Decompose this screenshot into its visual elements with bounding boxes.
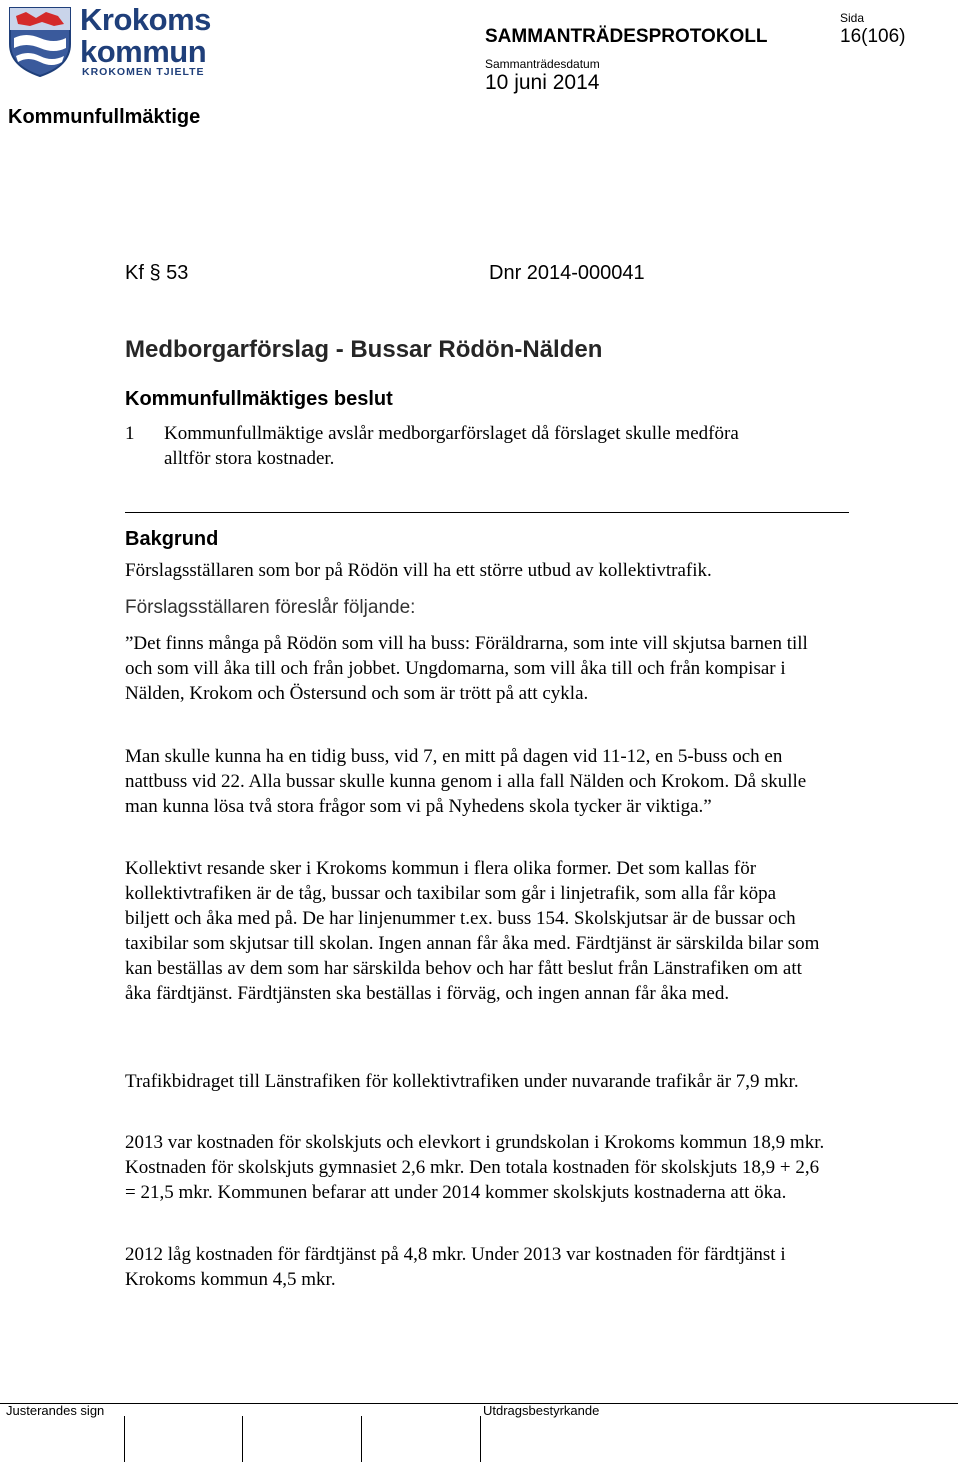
signature-label: Justerandes sign [6, 1403, 105, 1418]
case-reference: Kf § 53 [125, 262, 189, 284]
quote-paragraph: ”Det finns många på Rödön som vill ha buss: Föräldrarna, som inte vill skjutsa barnen till och som vill åka till och från jobbet. Ungdomarna, som vill åka till och från kompisar i Nälden, Krokom och Östersund och som är trött på att cykla. [125, 633, 808, 704]
page-number: 16(106) [840, 26, 906, 47]
background-paragraph: 2012 låg kostnaden för färdtjänst på 4,8 mkr. Under 2013 var kostnaden för färdtjänst i Krokoms kommun 4,5 mkr. [125, 1244, 786, 1290]
background-paragraph: Förslagsställaren föreslår följande: [125, 597, 416, 618]
background-heading: Bakgrund [125, 528, 219, 550]
background-paragraph: Förslagsställaren som bor på Rödön vill ha ett större utbud av kollektivtrafik. [125, 560, 712, 581]
organization-name: Kommunfullmäktige [8, 106, 201, 128]
footer-rule [0, 1403, 958, 1404]
page-title: Medborgarförslag - Bussar Rödön-Nälden [125, 336, 603, 363]
background-paragraph: 2013 var kostnaden för skolskjuts och elevkort i grundskolan i Krokoms kommun 18,9 mkr. Kostnaden för skolskjuts gymnasiet 2,6 mkr. Den totala kostnaden för skolskjuts 18,9 + 2,6 = 21,5 mkr. Kommunen befarar att under 2014 kommer skolskjuts kostnaderna att öka. [125, 1132, 825, 1203]
decision-text: Kommunfullmäktige avslår medborgarförslaget då förslaget skulle medföra alltför stora kostnader. [164, 423, 739, 469]
protocol-title: SAMMANTRÄDESPROTOKOLL [485, 26, 768, 47]
signature-box-divider [480, 1416, 481, 1462]
page-label: Sida [840, 11, 865, 25]
decision-heading: Kommunfullmäktiges beslut [125, 388, 393, 410]
signature-box-divider [124, 1416, 125, 1462]
background-paragraph: Trafikbidraget till Länstrafiken för kollektivtrafiken under nuvarande trafikår är 7,9 mkr. [125, 1071, 799, 1092]
quote-paragraph: Man skulle kunna ha en tidig buss, vid 7, en mitt på dagen vid 11-12, en 5-buss och en nattbuss vid 22. Alla bussar skulle kunna genom i alla fall Nälden och Krokom. Då skulle man kunna lösa två stora frågor som vi på Nyhedens skola tycker är viktiga.” [125, 746, 807, 817]
certification-label: Utdragsbestyrkande [483, 1403, 600, 1418]
diary-number: Dnr 2014-000041 [489, 262, 645, 284]
signature-box-divider [361, 1416, 362, 1462]
decision-number: 1 [125, 423, 135, 444]
coat-of-arms-icon [6, 4, 74, 78]
meeting-date-value: 10 juni 2014 [485, 71, 600, 94]
signature-box-divider [242, 1416, 243, 1462]
section-divider [125, 512, 849, 513]
logo-text-kommun: kommun [80, 34, 207, 69]
meeting-date-label: Sammanträdesdatum [485, 57, 600, 71]
background-paragraph: Kollektivt resande sker i Krokoms kommun i flera olika former. Det som kallas för kollektivtrafiken är de tåg, bussar och taxibilar som går i linjetrafik, som alla får köpa biljett och åka med på. De har linjenummer t.ex. buss 154. Skolskjutsar är de bussar och taxibilar som skjutsar till skolan. Ingen annan får åka med. Färdtjänst är särskilda bilar som kan beställas av dem som har särskilda behov och har fått beslut från Länstrafiken om att åka färdtjänst. Färdtjänsten ska beställas i förväg, och ingen annan får åka med. [125, 858, 820, 1004]
logo-subtext: KROKOMEN TJIELTE [82, 66, 205, 78]
logo-text-krokoms: Krokoms [80, 2, 211, 37]
